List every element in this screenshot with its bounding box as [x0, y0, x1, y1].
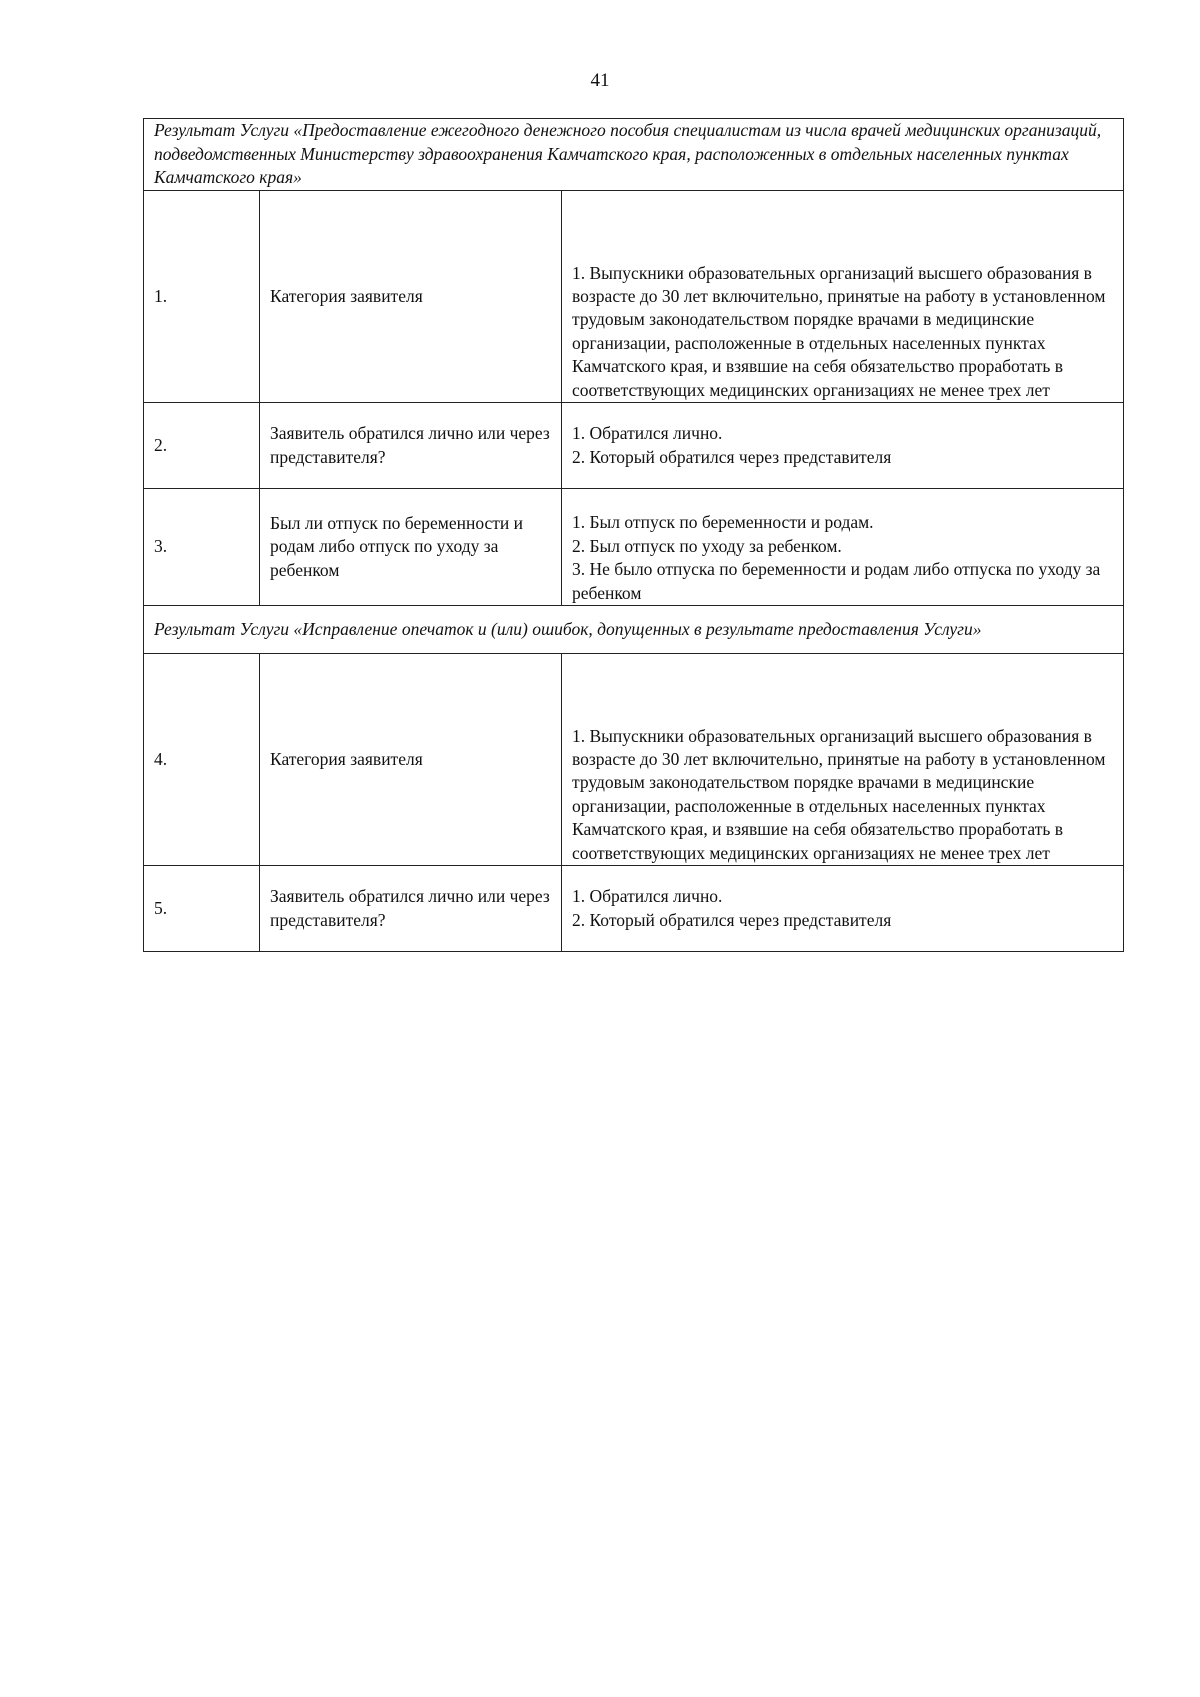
- row-label: Был ли отпуск по беременности и родам либо отпуск по уходу за ребенком: [260, 489, 562, 606]
- value-item: 2. Который обратился через представителя: [572, 446, 892, 467]
- row-values: [562, 654, 1124, 866]
- row-number: 5.: [144, 866, 260, 952]
- value-item: 1. Выпускники образовательных организаций высшего образования в возрасте до 30 лет включительно, принятые на работу в установленном трудовым законодательством порядке врачами в медицинские организации, расположенные в отдельных населенных пунктах Камчатского края, и взявшие на себя обязательство проработать в соответствующих медицинских организациях не менее трех лет: [572, 725, 1106, 863]
- table-row: [144, 866, 1124, 952]
- table-row: [144, 191, 1124, 403]
- row-number: 3.: [144, 489, 260, 606]
- section-header: Результат Услуги «Исправление опечаток и (или) ошибок, допущенных в результате предоставления Услуги»: [144, 606, 1124, 654]
- row-number: 2.: [144, 403, 260, 489]
- row-values: [562, 489, 1124, 606]
- value-item: 2. Который обратился через представителя: [572, 909, 892, 930]
- page-number: 41: [590, 70, 610, 91]
- table-row: [144, 489, 1124, 606]
- value-item: 1. Был отпуск по беременности и родам.: [572, 512, 874, 533]
- applicant-criteria-table: [143, 118, 1124, 952]
- section-header-row: [144, 606, 1124, 654]
- value-item: 1. Обратился лично.: [572, 886, 723, 907]
- table-row: [144, 403, 1124, 489]
- section-header: Результат Услуги «Предоставление ежегодного денежного пособия специалистам из числа врачей медицинских организаций, подведомственных Министерству здравоохранения Камчатского края, расположенных в отдельных населенных пунктах Камчатского края»: [144, 119, 1124, 191]
- row-label: Категория заявителя: [260, 191, 562, 403]
- row-label: Заявитель обратился лично или через представителя?: [260, 866, 562, 952]
- row-label: Заявитель обратился лично или через представителя?: [260, 403, 562, 489]
- row-number: 1.: [144, 191, 260, 403]
- row-values: [562, 866, 1124, 952]
- row-label: Категория заявителя: [260, 654, 562, 866]
- section-header-row: [144, 119, 1124, 191]
- table-row: [144, 654, 1124, 866]
- row-values: [562, 191, 1124, 403]
- row-values: [562, 403, 1124, 489]
- value-item: 2. Был отпуск по уходу за ребенком.: [572, 535, 842, 556]
- value-item: 1. Выпускники образовательных организаций высшего образования в возрасте до 30 лет включительно, принятые на работу в установленном трудовым законодательством порядке врачами в медицинские организации, расположенные в отдельных населенных пунктах Камчатского края, и взявшие на себя обязательство проработать в соответствующих медицинских организациях не менее трех лет: [572, 262, 1106, 400]
- value-item: 3. Не было отпуска по беременности и родам либо отпуска по уходу за ребенком: [572, 559, 1101, 603]
- value-item: 1. Обратился лично.: [572, 423, 723, 444]
- row-number: 4.: [144, 654, 260, 866]
